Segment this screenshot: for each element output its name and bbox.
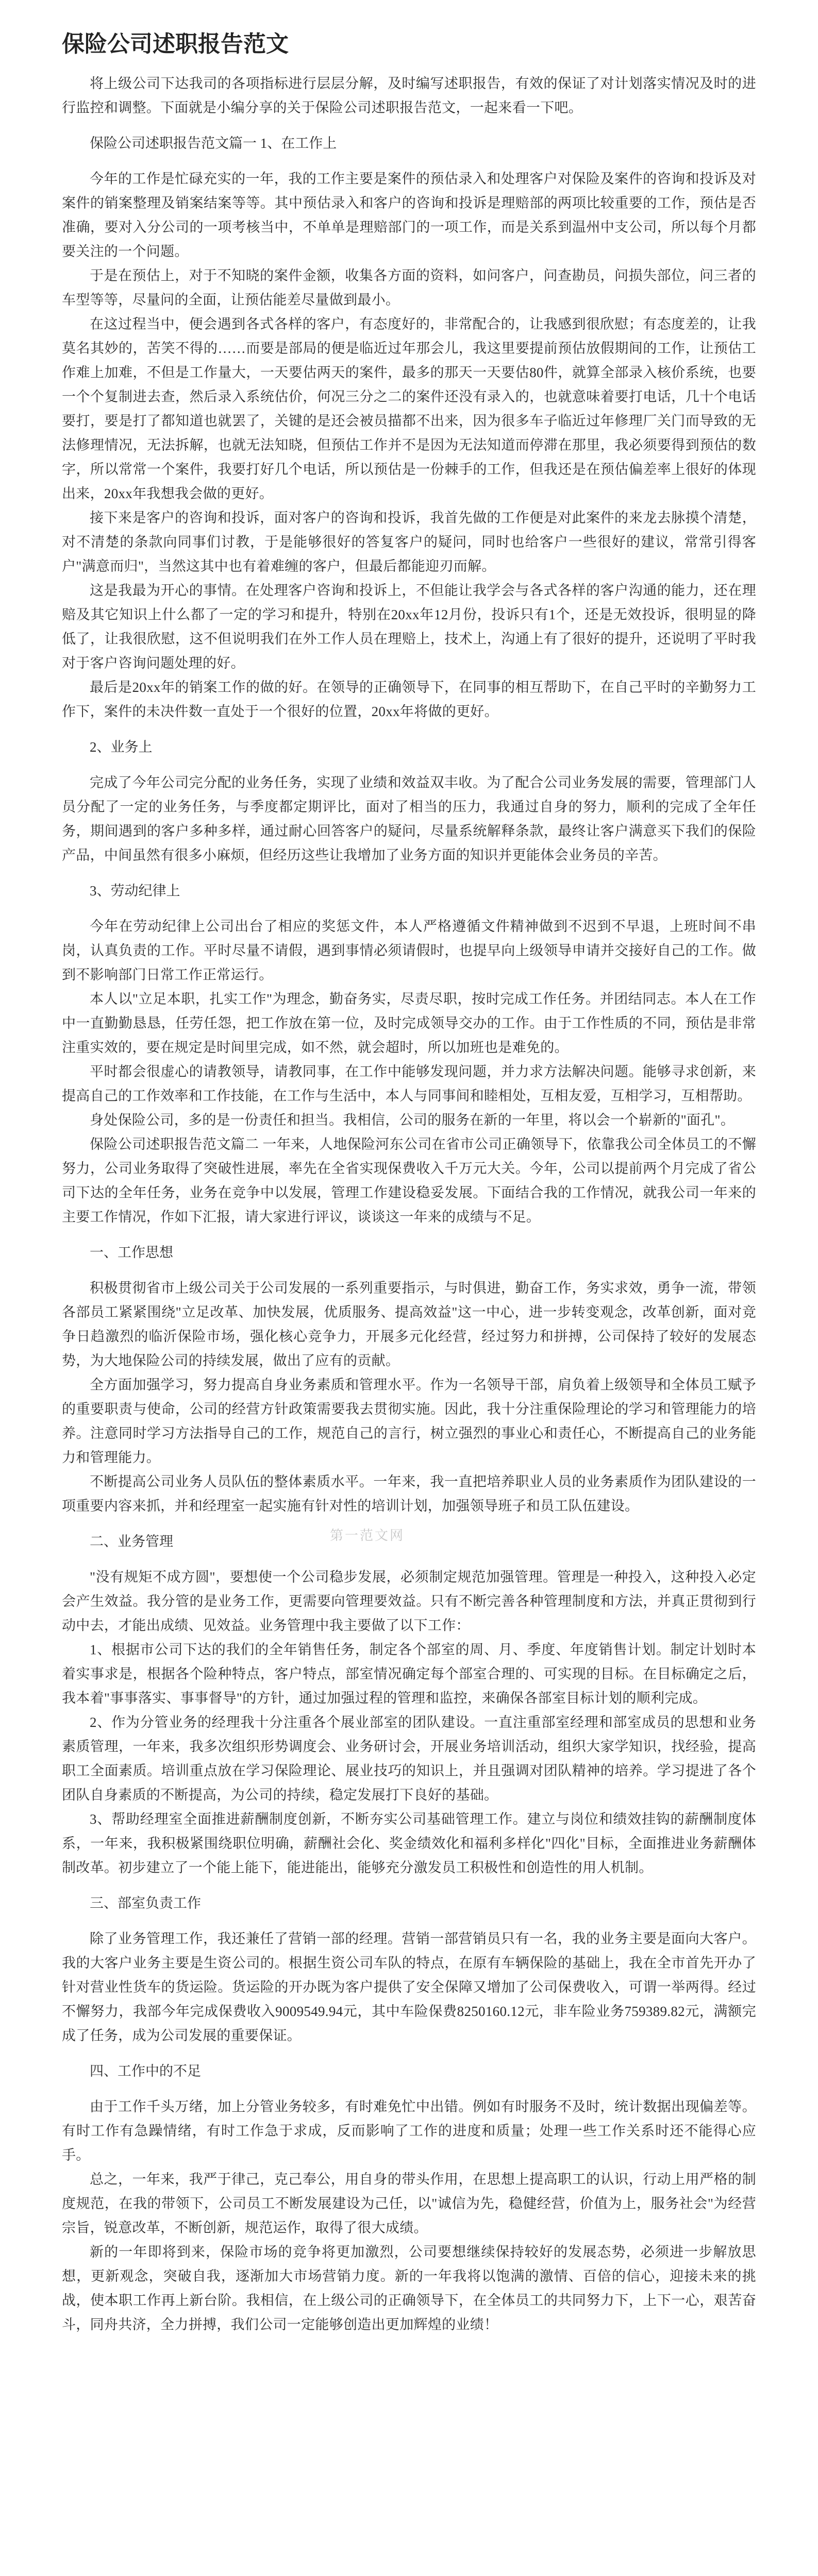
- paragraph: 平时都会很虚心的请教领导，请教同事，在工作中能够发现问题，并力求方法解决问题。能够寻求创新，来提高自己的工作效率和工作技能，在工作与生活中，本人与同事间和睦相处，互相友爱，互相学习，互相帮助。: [62, 1063, 756, 1104]
- paragraph: 于是在预估上，对于不知晓的案件金额，收集各方面的资料，如问客户，问查勘员，问损失部位，问三者的车型等等，尽量问的全面，让预估能差尽量做到最小。: [62, 267, 756, 308]
- subsection-heading: 3、劳动纪律上: [90, 883, 180, 899]
- paragraph: 3、帮助经理室全面推进薪酬制度创新，不断夯实公司基础管理工作。建立与岗位和绩效挂钩的薪酬制度体系，一年来，我积极紧围绕职位明确，薪酬社会化、奖金绩效化和福利多样化"四化"目标，全面推进业务薪酬体制改革。初步建立了一个能上能下，能进能出，能够充分激发员工积极性和创造性的用人机制。: [62, 1811, 756, 1875]
- paragraph: 将上级公司下达我司的各项指标进行层层分解，及时编写述职报告，有效的保证了对计划落实情况及时的进行监控和调整。下面就是小编分享的关于保险公司述职报告范文，一起来看一下吧。: [62, 75, 756, 115]
- paragraph: 1、根据市公司下达的我们的全年销售任务，制定各个部室的周、月、季度、年度销售计划。制定计划时本着实事求是，根据各个险种特点，客户特点，部室情况确定每个部室合理的、可实现的目标。在目标确定之后，我本着"事事落实、事事督导"的方针，通过加强过程的管理和监控，来确保各部室目标计划的顺利完成。: [62, 1641, 756, 1706]
- paragraph: 全方面加强学习，努力提高自身业务素质和管理水平。作为一名领导干部，肩负着上级领导和全体员工赋予的重要职责与使命，公司的经营方针政策需要我去贯彻实施。因此，我十分注重保险理论的学习和管理能力的培养。注意同时学习方法指导自己的工作，规范自己的言行，树立强烈的事业心和责任心，不断提高自己的业务能力和管理能力。: [62, 1377, 756, 1465]
- document-title: 保险公司述职报告范文: [62, 31, 289, 57]
- paragraph: 身处保险公司，多的是一份责任和担当。我相信，公司的服务在新的一年里，将以会一个崭新的"面孔"。: [90, 1112, 735, 1128]
- section-heading: 一、工作思想: [90, 1244, 173, 1260]
- section-heading: 四、工作中的不足: [90, 2063, 201, 2079]
- paragraph: 不断提高公司业务人员队伍的整体素质水平。一年来，我一直把培养职业人员的业务素质作为团队建设的一项重要内容来抓，并和经理室一起实施有针对性的培训计划，加强领导班子和员工队伍建设。: [62, 1473, 756, 1514]
- paragraph: 今年的工作是忙碌充实的一年，我的工作主要是案件的预估录入和处理客户对保险及案件的咨询和投诉及对案件的销案整理及销案结案等等。其中预估录入和客户的咨询和投诉是理赔部的两项比较重要的工作，预估是否准确，要对入分公司的一项考核当中，不单单是理赔部门的一项工作，而是关系到温州中支公司，所以每个月都要关注的一个问题。: [62, 171, 756, 259]
- section-heading: 三、部室负责工作: [90, 1895, 201, 1911]
- subsection-heading: 2、业务上: [90, 739, 153, 755]
- paragraph: 这是我最为开心的事情。在处理客户咨询和投诉上，不但能让我学会与各式各样的客户沟通的能力，还在理赔及其它知识上什么都了一定的学习和提升，特别在20xx年12月份，投诉只有1个，还是无效投诉，很明显的降低了，让我很欣慰，这不但说明我们在外工作人员在理赔上，技术上，沟通上有了很好的提升，还说明了平时我对于客户咨询问题处理的好。: [62, 582, 756, 671]
- paragraph: 总之，一年来，我严于律己，克己奉公，用自身的带头作用，在思想上提高职工的认识，行动上用严格的制度规范，在我的带领下，公司员工不断发展建设为己任，以"诚信为先，稳健经营，价值为上，服务社会"为经营宗旨，锐意改革，不断创新，规范运作，取得了很大成绩。: [62, 2171, 756, 2235]
- paragraph: 最后是20xx年的销案工作的做的好。在领导的正确领导下，在同事的相互帮助下，在自己平时的辛勤努力工作下，案件的未决件数一直处于一个很好的位置，20xx年将做的更好。: [62, 679, 756, 719]
- section-heading: 二、业务管理: [90, 1533, 173, 1549]
- paragraph: "没有规矩不成方圆"，要想使一个公司稳步发展，必须制定规范加强管理。管理是一种投入，这种投入必定会产生效益。我分管的是业务工作，更需要向管理要效益。只有不断完善各种管理制度和方法，并真正贯彻到行动中去，才能出成绩、见效益。业务管理中我主要做了以下工作：: [62, 1569, 756, 1633]
- paragraph: 接下来是客户的咨询和投诉，面对客户的咨询和投诉，我首先做的工作便是对此案件的来龙去脉摸个清楚，对不清楚的条款向同事们讨教，于是能够很好的答复客户的疑问，同时也给客户一些很好的建议，常常引得客户"满意而归"，当然这其中也有着难缠的客户，但最后都能迎刃而解。: [62, 510, 756, 574]
- paragraph: 积极贯彻省市上级公司关于公司发展的一系列重要指示，与时俱进，勤奋工作，务实求效，勇争一流，带领各部员工紧紧围绕"立足改革、加快发展，优质服务、提高效益"这一中心，进一步转变观念，改革创新，面对竞争日趋激烈的临沂保险市场，强化核心竞争力，开展多元化经营，经过努力和拼搏，公司保持了较好的发展态势，为大地保险公司的持续发展，做出了应有的贡献。: [62, 1280, 756, 1368]
- paragraph: 2、作为分管业务的经理我十分注重各个展业部室的团队建设。一直注重部室经理和部室成员的思想和业务素质管理，一年来，我多次组织形势调度会、业务研讨会，开展业务培训活动，组织大家学知识，找经验，提高职工全面素质。培训重点放在学习保险理论、展业技巧的知识上，并且强调对团队精神的培养。学习提进了各个团队自身素质的不断提高，为公司的持续，稳定发展打下良好的基础。: [62, 1714, 756, 1803]
- paragraph: 由于工作千头万绪，加上分管业务较多，有时难免忙中出错。例如有时服务不及时，统计数据出现偏差等。有时工作有急躁情绪，有时工作急于求成，反而影响了工作的进度和质量；处理一些工作关系时还不能得心应手。: [62, 2098, 756, 2163]
- paragraph: 在这过程当中，便会遇到各式各样的客户，有态度好的，非常配合的，让我感到很欣慰；有态度差的，让我莫名其妙的，苦笑不得的……而要是部局的便是临近过年那会儿，我这里要提前预估放假期间的工作，让预估工作难上加难，不但是工作量大，一天要估两天的案件，最多的那天一天要估80件，就算全部录入核价系统，也要一个个复制进去查，然后录入系统估价，何况三分之二的案件还没有录入的，也就意味着要打电话，几十个电话要打，要是打了都知道也就罢了，关键的是还会被员描都不出来，因为很多车子临近过年修理厂关门而导致的无法修理情况，无法拆解，也就无法知晓，但预估工作并不是因为无法知道而停滞在那里，我必须要得到预估的数字，所以常常一个案件，我要打好几个电话，所以预估是一份棘手的工作，但我还是在预估偏差率上很好的体现出来，20xx年我想我会做的更好。: [62, 316, 756, 501]
- section-heading: 保险公司述职报告范文篇一 1、在工作上: [90, 135, 337, 151]
- paragraph: 新的一年即将到来，保险市场的竞争将更加激烈，公司要想继续保持较好的发展态势，必须进一步解放思想，更新观念，突破自我，逐渐加大市场营销力度。新的一年我将以饱满的激情、百倍的信心，迎接未来的挑战，使本职工作再上新台阶。我相信，在上级公司的正确领导下，在全体员工的共同努力下，上下一心，艰苦奋斗，同舟共济，全力拼搏，我们公司一定能够创造出更加辉煌的业绩！: [62, 2244, 756, 2332]
- document-body: [62, 72, 756, 2337]
- paragraph: 本人以"立足本职，扎实工作"为理念，勤奋务实，尽责尽职，按时完成工作任务。并团结同志。本人在工作中一直勤勤恳恳，任劳任怨，把工作放在第一位，及时完成领导交办的工作。由于工作性质的不同，预估是非常注重实效的，要在规定是时间里完成，如不然，就会超时，所以加班也是难免的。: [62, 991, 756, 1055]
- watermark-text: 第一范文网: [330, 1528, 405, 1543]
- paragraph: 保险公司述职报告范文篇二 一年来，人地保险河东公司在省市公司正确领导下，依靠我公司全体员工的不懈努力，公司业务取得了突破性进展，率先在全省实现保费收入千万元大关。今年，公司以提前两个月完成了省公司下达的全年任务，业务在竞争中以发展，管理工作建设稳妥发展。下面结合我的工作情况，就我公司一年来的主要工作情况，作如下汇报，请大家进行评议，谈谈这一年来的成绩与不足。: [62, 1136, 756, 1225]
- paragraph: 完成了今年公司完分配的业务任务，实现了业绩和效益双丰收。为了配合公司业务发展的需要，管理部门人员分配了一定的业务任务，与季度都定期评比，面对了相当的压力，我通过自身的努力，顺利的完成了全年任务，期间遇到的客户多种多样，通过耐心回答客户的疑问，尽量系统解释条款，最终让客户满意买下我们的保险产品，中间虽然有很多小麻烦，但经历这些让我增加了业务方面的知识并更能体会业务员的辛苦。: [62, 774, 756, 863]
- paragraph: 今年在劳动纪律上公司出台了相应的奖惩文件，本人严格遵循文件精神做到不迟到不早退，上班时间不串岗，认真负责的工作。平时尽量不请假，遇到事情必须请假时，也提早向上级领导申请并交接好自己的工作。做到不影响部门日常工作正常运行。: [62, 918, 756, 982]
- paragraph: 除了业务管理工作，我还兼任了营销一部的经理。营销一部营销员只有一名，我的业务主要是面向大客户。我的大客户业务主要是生资公司的。根据生资公司车队的特点，在原有车辆保险的基础上，我在全市首先开办了针对营业性货车的货运险。货运险的开办既为客户提供了安全保障又增加了公司保费收入，可谓一举两得。经过不懈努力，我部今年完成保费收入9009549.94元，其中车险保费8250160.12元，非车险业务759389.82元，满额完成了任务，成为公司发展的重要保证。: [62, 1930, 756, 2043]
